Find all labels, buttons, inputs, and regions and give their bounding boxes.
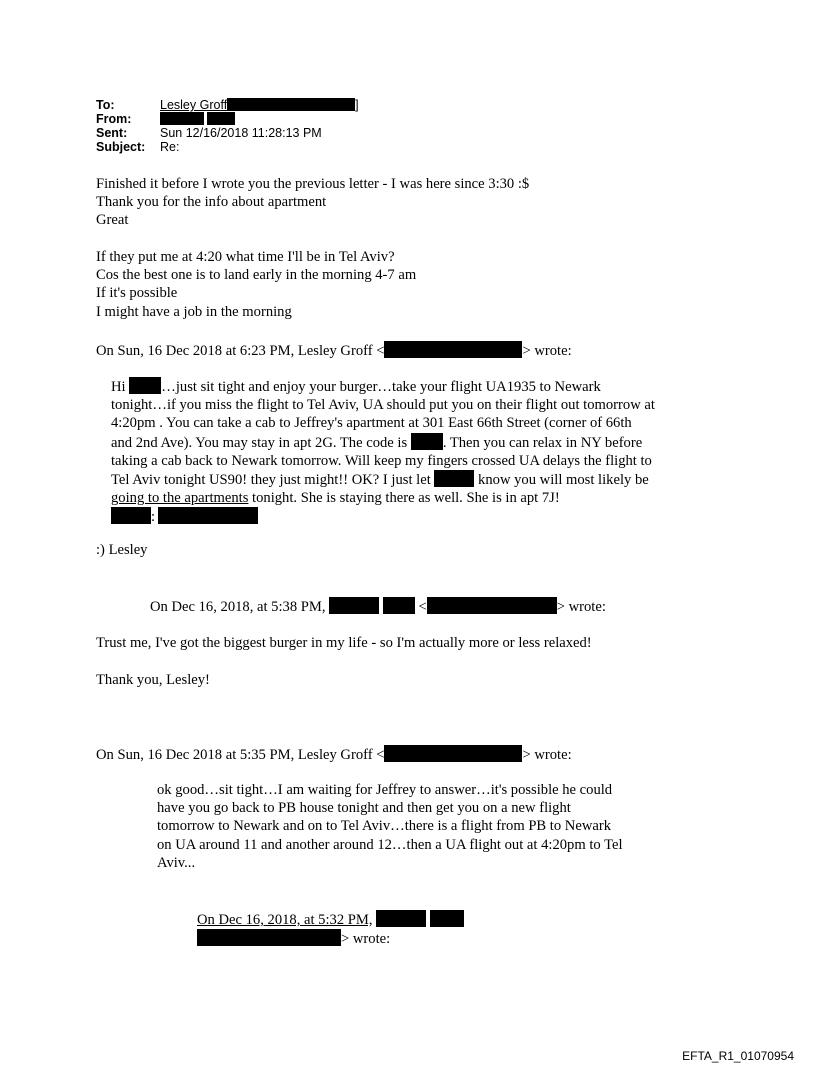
reply-paragraph-1 [96,175,529,230]
text-line: ok good…sit tight…I am waiting for Jeffrey to answer…it's possible he could [157,782,613,798]
quote1-body [111,377,655,527]
text-line: going to the apartments tonight. She is staying there as well. She is in apt 7J! [111,490,560,507]
text-line: tomorrow to Newark and on to Tel Aviv…there is a flight from PB to Newark [157,818,612,835]
redaction [427,597,557,614]
redaction [207,112,235,125]
quote1-attribution: On Sun, 16 Dec 2018 at 6:23 PM, Lesley Groff < > wrote: [96,343,572,359]
redaction [430,910,464,927]
quote2-text: Trust me, I've got the biggest burger in my life - so I'm actually more or less relaxed! [96,635,592,651]
text-line: : [111,507,655,526]
to-name: Lesley Groff [160,98,228,112]
document-id: EFTA_R1_01070954 [682,1049,794,1063]
underlined-link-text: going to the apartments [111,490,249,507]
text-line: 4:20pm . You can take a cab to Jeffrey's apartment at 301 East 66th Street (corner of 66th [111,415,632,432]
text-line: Finished it before I wrote you the previous letter - I was here since 3:30 :$ [96,176,530,192]
quote3-body [157,781,623,872]
email-header [96,98,496,158]
text-line: If they put me at 4:20 what time I'll be in Tel Aviv? [96,249,395,265]
text-line: I might have a job in the morning [96,303,292,320]
text-line: and 2nd Ave). You may stay in apt 2G. The code is . Then you can relax in NY before [111,434,643,451]
from-value [160,112,235,126]
text-line: If it's possible [96,285,178,302]
text-line: on UA around 11 and another around 12…then a UA flight out at 4:20pm to Tel [157,836,623,853]
quote2-thanks: Thank you, Lesley! [96,672,210,688]
redaction [384,341,522,358]
redaction [434,470,474,487]
text-line: Hi …just sit tight and enjoy your burger…take your flight UA1935 to Newark [111,379,601,395]
sent-value: Sun 12/16/2018 11:28:13 PM [160,126,322,140]
text-line: Thank you for the info about apartment [96,194,327,211]
redaction [129,377,161,394]
quote1-signoff: :) Lesley [96,542,148,558]
quote2-attribution: On Dec 16, 2018, at 5:38 PM, < > wrote: [150,599,606,615]
to-value: Lesley Groff ] [160,98,359,112]
redaction [376,910,426,927]
text-line: Great [96,212,129,229]
redaction [197,929,341,946]
redaction [111,507,151,524]
quote3-attribution: On Sun, 16 Dec 2018 at 5:35 PM, Lesley Groff < > wrote: [96,747,572,763]
redaction [227,98,355,111]
text-line: taking a cab back to Newark tomorrow. Will keep my fingers crossed UA delays the flight to [111,452,652,469]
subject-label: Subject: [96,140,146,154]
text-line: tonight…if you miss the flight to Tel Aviv, UA should put you on their flight out tomorrow at [111,397,655,414]
text-line: Tel Aviv tonight US90! they just might!! OK? I just let know you will most likely be [111,472,649,489]
redaction [411,433,443,450]
sent-label: Sent: [96,126,128,140]
quote4-attribution [197,910,464,948]
text-line: Aviv... [157,854,196,871]
redaction [383,597,415,614]
text-line: > wrote: [197,929,464,948]
text-line: have you go back to PB house tonight and then get you on a new flight [157,800,571,817]
redaction [384,745,522,762]
text-line: Cos the best one is to land early in the morning 4-7 am [96,267,417,284]
subject-value: Re: [160,140,180,154]
redaction [329,597,379,614]
reply-paragraph-2 [96,248,416,321]
redaction [160,112,204,125]
redaction [158,507,258,524]
text-line: On Dec 16, 2018, at 5:32 PM, [197,910,464,929]
to-label: To: [96,98,115,112]
from-label: From: [96,112,132,126]
